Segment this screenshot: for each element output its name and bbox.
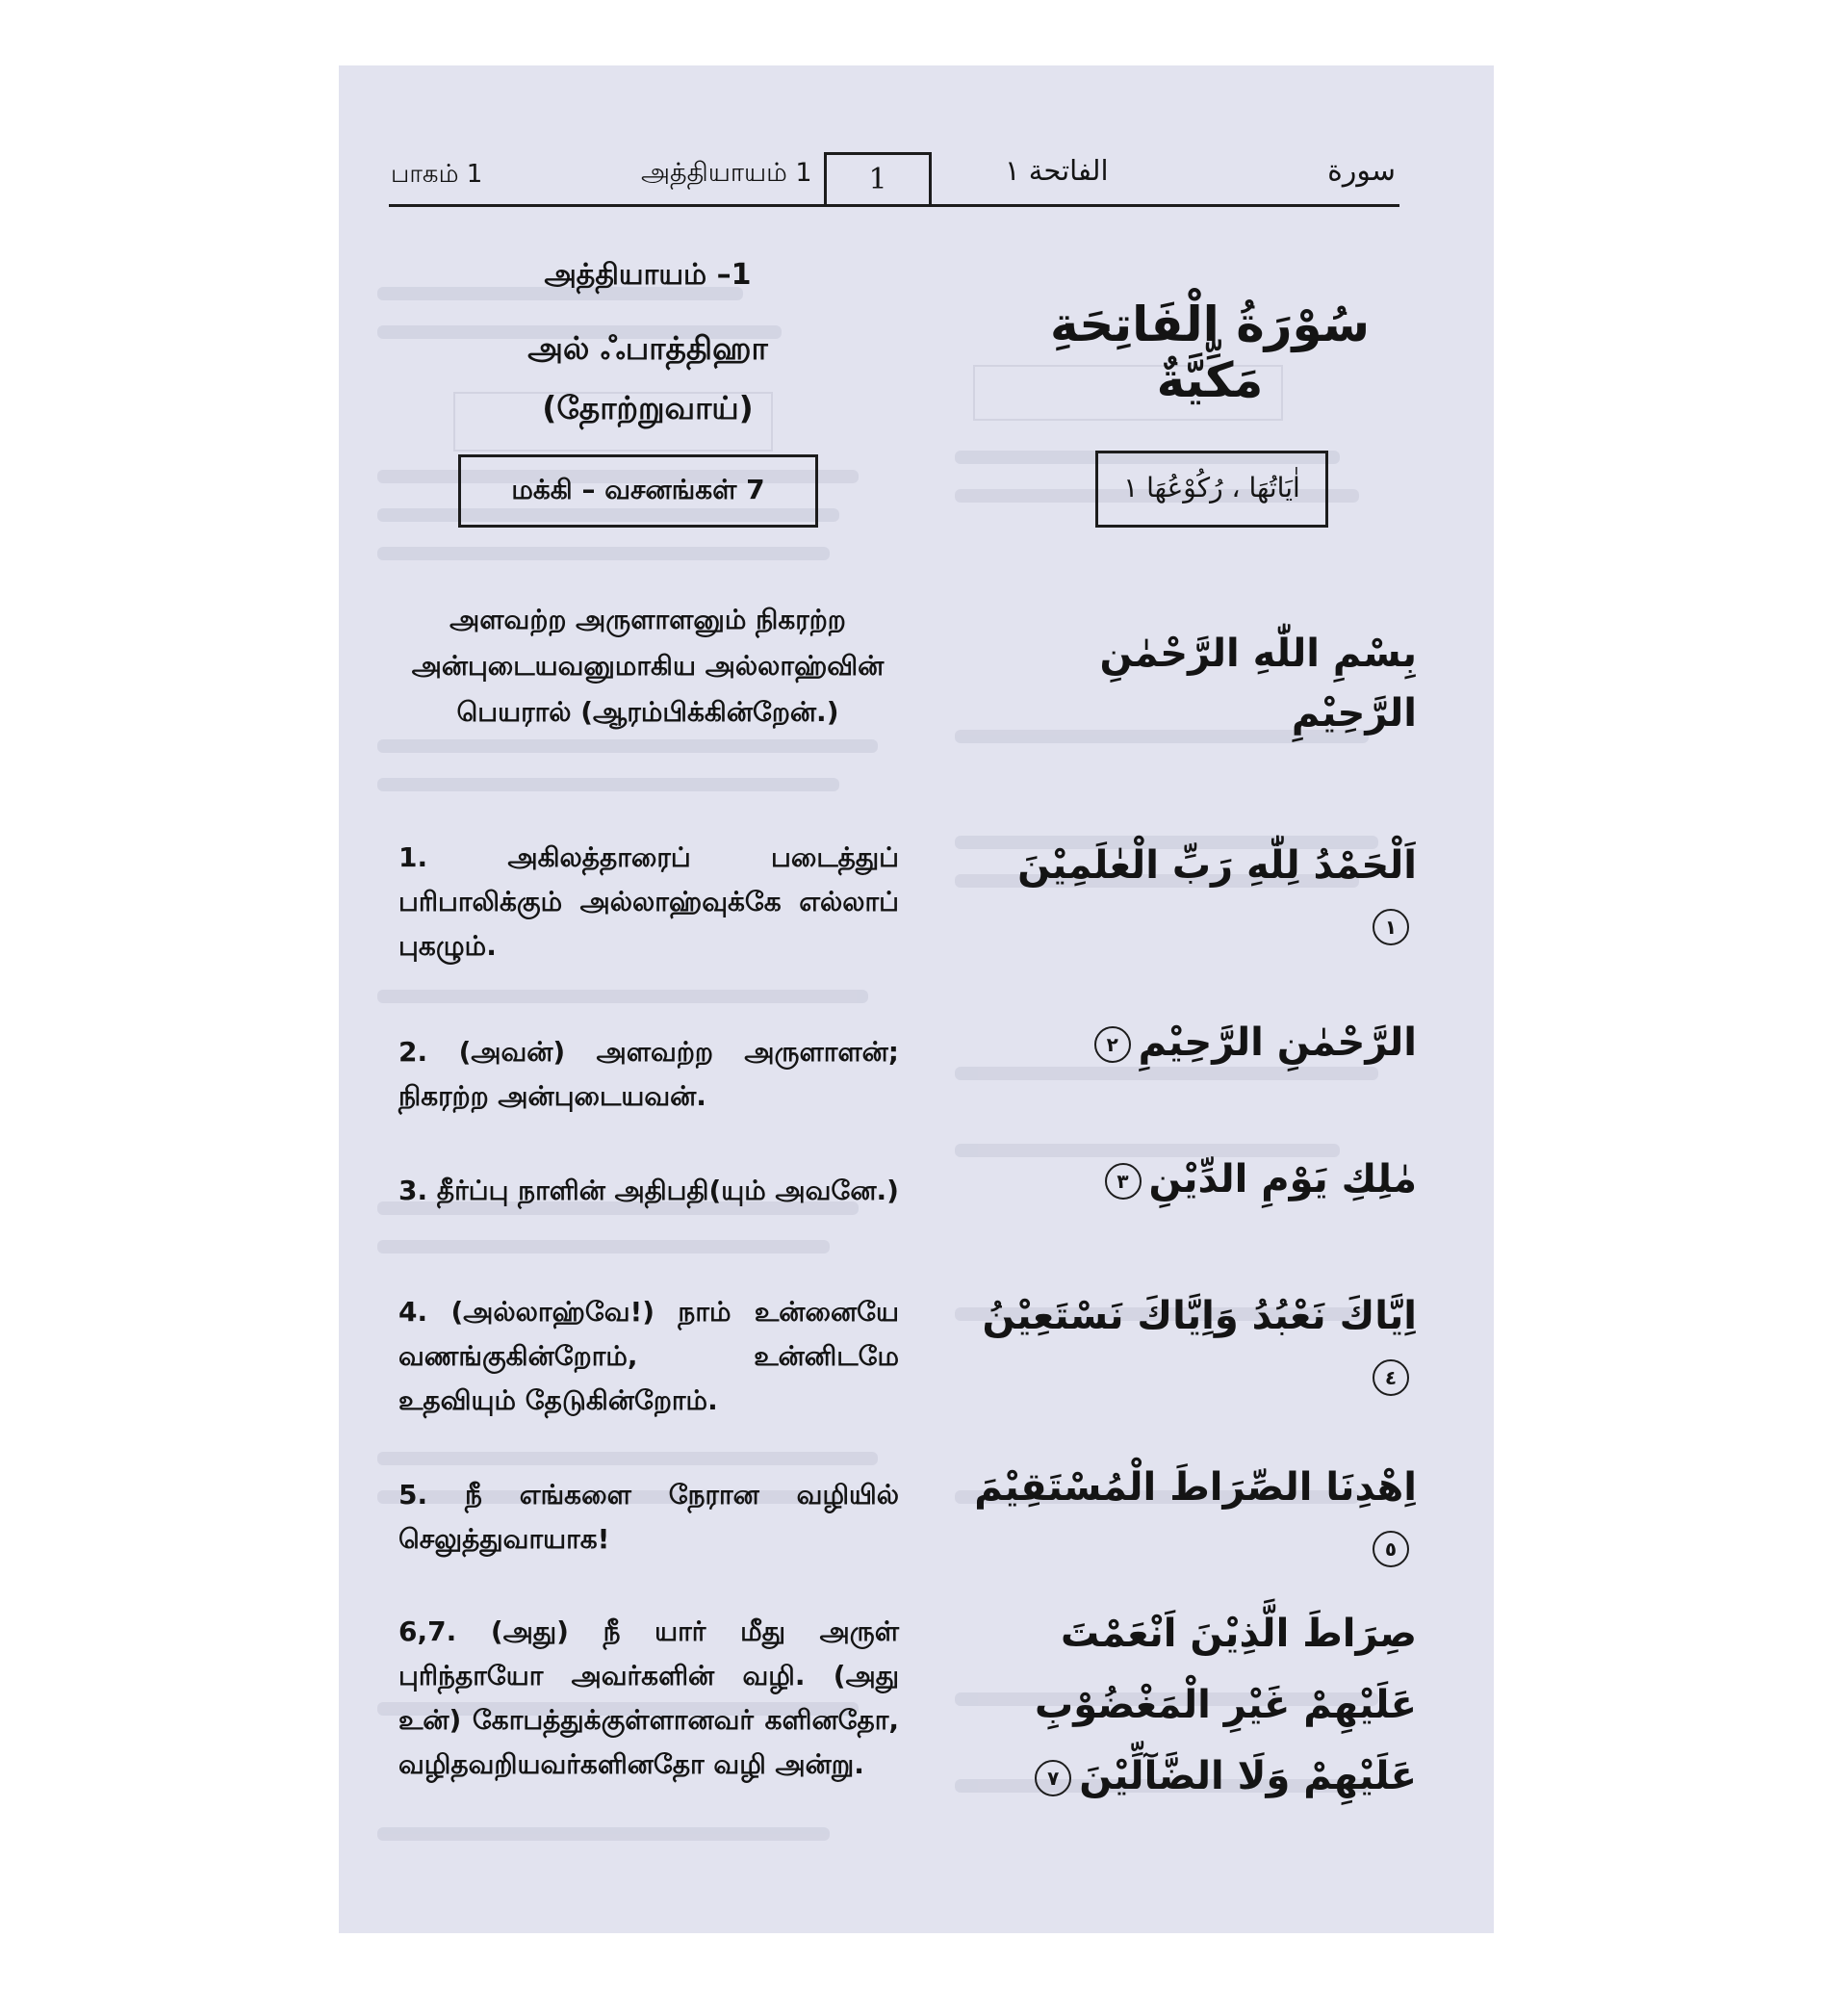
ayah-number-marker: ٣	[1105, 1163, 1142, 1200]
verse-arabic-text: صِرَاطَ الَّذِيْنَ اَنْعَمْتَ عَلَيْهِمْ غَيْرِ الْمَغْضُوْبِ عَلَيْهِمْ وَلَا الضَّآلِّيْنَ	[1035, 1612, 1417, 1798]
chapter-title: அத்தியாயம் –1	[544, 258, 752, 292]
page-number: 1	[824, 152, 932, 205]
verse-arabic-text: اَلْحَمْدُ لِلّٰهِ رَبِّ الْعٰلَمِيْنَ	[1017, 843, 1417, 888]
ayah-number-marker: ٤	[1373, 1359, 1409, 1396]
surah-name-arabic-header: الفاتحة ١	[1005, 154, 1109, 187]
part-label: பாகம் 1	[391, 160, 483, 189]
book-page	[339, 65, 1494, 1933]
chapter-label: அத்தியாயம் 1	[641, 158, 812, 188]
ayah-number-marker: ٢	[1094, 1026, 1131, 1063]
ayah-number-marker: ٥	[1373, 1531, 1409, 1567]
verse-tamil-4: 4. (அல்லாஹ்வே!) நாம் உன்னையே வணங்குகின்றோம், உன்னிடமே உதவியும் தேடுகின்றோம்.	[398, 1296, 899, 1416]
verse-tamil-3: 3. தீர்ப்பு நாளின் அதிபதி(யும் அவனே.)	[398, 1175, 899, 1206]
verse-arabic-4	[974, 1286, 1417, 1406]
verse-arabic-text: مٰلِكِ يَوْمِ الدِّيْنِ	[1148, 1157, 1417, 1201]
verse-tamil-1: 1. அகிலத்தாரைப் படைத்துப் பரிபாலிக்கும் அல்லாஹ்வுக்கே எல்லாப் புகழும்.	[398, 841, 899, 962]
verse-tamil-2: 2. (அவன்) அளவற்ற அருளாளன்; நிகரற்ற அன்புடையவன்.	[398, 1036, 899, 1112]
surah-info-box-arabic: اٰيَاتُهَا ، رُكُوْعُهَا ١	[1095, 451, 1328, 528]
verse-arabic-text: الرَّحْمٰنِ الرَّحِيْمِ	[1138, 1020, 1417, 1065]
basmala-arabic: بِسْمِ اللّٰهِ الرَّحْمٰنِ الرَّحِيْمِ	[1099, 632, 1417, 736]
verse-tamil-5: 5. நீ எங்களை நேரான வழியில் செலுத்துவாயாக!	[398, 1479, 899, 1555]
verse-arabic-text: اِهْدِنَا الصِّرَاطَ الْمُسْتَقِيْمَ	[974, 1465, 1417, 1510]
verse-arabic-2	[974, 1013, 1417, 1072]
basmala-line: பெயரால் (ஆரம்பிக்கின்றேன்.)	[456, 696, 839, 728]
verse-arabic-1	[974, 836, 1417, 955]
verse-arabic-6-7	[974, 1598, 1417, 1812]
basmala-line: அளவற்ற அருளாளனும் நிகரற்ற	[449, 604, 846, 635]
verse-arabic-3	[974, 1150, 1417, 1209]
surah-name-tamil: அல் ஃபாத்திஹா	[527, 329, 768, 367]
verse-arabic-text: اِيَّاكَ نَعْبُدُ وَاِيَّاكَ نَسْتَعِيْنُ	[982, 1294, 1417, 1338]
verse-arabic-5	[974, 1458, 1417, 1577]
basmala-tamil	[398, 597, 897, 736]
verse-tamil-6-7: 6,7. (அது) நீ யார் மீது அருள் புரிந்தாயோ அவர்களின் வழி. (அது உன்) கோபத்துக்குள்ளானவர் களினதோ, வழிதவறியவர்களினதோ வழி அன்று.	[398, 1615, 899, 1780]
surah-info-box-tamil: மக்கி – வசனங்கள் 7	[458, 454, 818, 528]
ayah-number-marker: ٧	[1035, 1760, 1071, 1796]
surah-label-arabic-header: سورة	[1327, 154, 1396, 188]
basmala-line: அன்புடையவனுமாகிய அல்லாஹ்வின்	[411, 650, 885, 682]
page-header	[389, 154, 1399, 207]
surah-meaning-tamil: (தோற்றுவாய்)	[542, 389, 754, 426]
ayah-number-marker: ١	[1373, 909, 1409, 945]
surah-title-arabic: سُوْرَةُ الْفَاتِحَةِ مَكِّيَّةٌ	[1049, 297, 1371, 408]
